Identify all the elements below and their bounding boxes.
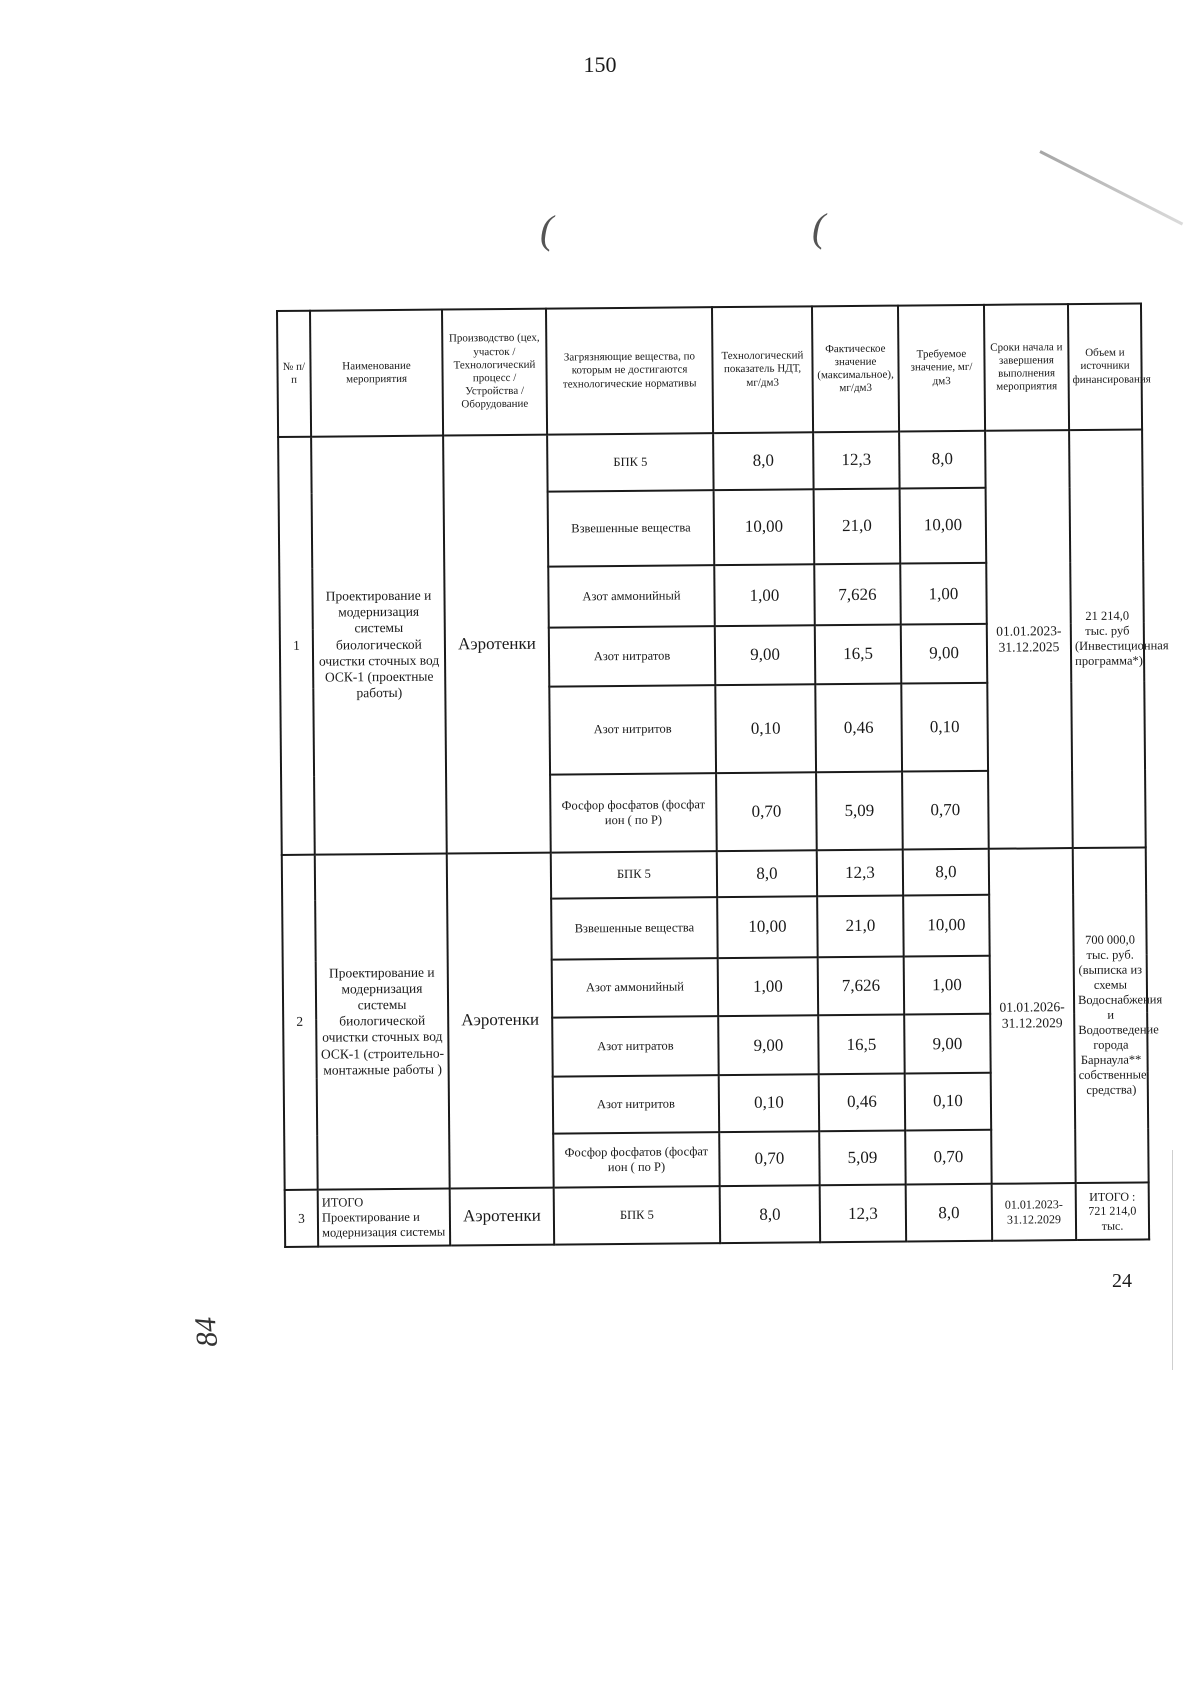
substance-cell: Азот нитритов [549, 685, 716, 775]
substance-cell: Азот аммонийный [548, 565, 715, 627]
ndt-value: 9,00 [718, 1016, 819, 1076]
required-value: 8,0 [906, 1184, 992, 1241]
required-value: 0,10 [901, 683, 988, 772]
substance-cell: Фосфор фосфатов (фосфат ион ( по P) [550, 773, 717, 852]
fact-value: 12,3 [820, 1185, 906, 1242]
substance-cell: Азот нитритов [553, 1075, 719, 1133]
process-cell: Аэротенки [447, 852, 554, 1189]
ndt-value: 0,70 [719, 1131, 819, 1186]
ndt-value: 10,00 [717, 896, 818, 958]
ndt-value: 8,0 [720, 1186, 820, 1244]
header-cell: Объем и источники финансирования [1068, 303, 1142, 430]
substance-cell: БПК 5 [554, 1186, 720, 1244]
required-value: 0,10 [905, 1073, 991, 1130]
substance-cell: Азот нитратов [552, 1016, 719, 1076]
required-value: 8,0 [903, 848, 989, 895]
required-value: 9,00 [904, 1014, 991, 1073]
header-cell: Фактическое значение (максимальное), мг/дм3 [812, 306, 899, 433]
fact-value: 7,626 [818, 956, 905, 1015]
required-value: 0,70 [902, 771, 989, 849]
page-number: 150 [583, 52, 617, 77]
ndt-value: 1,00 [714, 565, 815, 627]
scan-artifact [1039, 150, 1183, 225]
process-cell: Аэротенки [450, 1188, 554, 1246]
fact-value: 16,5 [818, 1015, 905, 1074]
substance-cell: БПК 5 [551, 851, 717, 899]
funding-cell: ИТОГО : 721 214,0 тыс. [1076, 1183, 1149, 1240]
dates-cell: 01.01.2023-31.12.2025 [985, 430, 1073, 848]
scan-artifact [1172, 1150, 1173, 1370]
measure-name: ИТОГО Проектирование и модернизация системы [318, 1189, 450, 1247]
fact-value: 21,0 [817, 895, 904, 957]
table-row [278, 429, 1142, 493]
required-value: 10,00 [900, 487, 987, 563]
substance-cell: БПК 5 [547, 433, 713, 491]
substance-cell: Взвешенные вещества [548, 490, 715, 567]
ndt-value: 0,10 [719, 1074, 819, 1132]
row-number: 1 [278, 437, 315, 855]
substance-cell: Фосфор фосфатов (фосфат ион ( по P) [553, 1132, 719, 1188]
header-cell: Загрязняющие вещества, по которым не достигаются технологические нормативы [546, 307, 713, 434]
funding-cell: 21 214,0 тыс. руб (Инвестиционная программа*) [1069, 429, 1146, 847]
substance-cell: Азот нитратов [549, 626, 716, 686]
header-cell: Сроки начала и завершения выполнения мероприятия [984, 304, 1069, 431]
required-value: 1,00 [900, 563, 987, 625]
required-value: 8,0 [899, 431, 985, 488]
handwritten-note: 84 [188, 1315, 225, 1349]
required-value: 1,00 [904, 955, 991, 1014]
fact-value: 21,0 [814, 488, 901, 564]
total-row [285, 1183, 1149, 1247]
ndt-value: 0,10 [715, 684, 816, 773]
measure-name: Проектирование и модернизация системы биологической очистки сточных вод ОСК-1 (проектные работы) [311, 436, 447, 855]
table-header-row [277, 303, 1142, 437]
measures-table [276, 302, 1169, 1248]
process-cell: Аэротенки [443, 435, 551, 853]
fact-value: 12,3 [813, 432, 899, 489]
funding-cell: 700 000,0 тыс. руб. (выписка из схемы Водоснабжения и Водоотведение города Барнаула** собственные средства) [1073, 847, 1149, 1183]
fact-value: 5,09 [816, 771, 903, 849]
fact-value: 12,3 [817, 849, 903, 896]
scan-mark: ( [540, 207, 554, 252]
header-cell: Производство (цех, участок / Технологический процесс / Устройства /Оборудование [442, 309, 547, 436]
header-cell: № п/п [277, 311, 311, 437]
dates-cell: 01.01.2026-31.12.2029 [989, 848, 1076, 1184]
dates-cell: 01.01.2023-31.12.2029 [992, 1183, 1076, 1240]
header-cell: Наименование мероприятия [310, 310, 443, 437]
row-number: 2 [282, 854, 318, 1190]
fact-value: 5,09 [819, 1130, 905, 1185]
row-number: 3 [285, 1190, 318, 1247]
required-value: 9,00 [901, 624, 988, 683]
fact-value: 0,46 [815, 683, 902, 772]
ndt-value: 10,00 [714, 489, 815, 565]
fact-value: 16,5 [815, 625, 902, 684]
required-value: 10,00 [903, 895, 990, 957]
header-cell: Требуемое значение, мг/дм3 [898, 305, 985, 432]
ndt-value: 8,0 [713, 432, 813, 490]
scan-mark: ( [812, 205, 826, 250]
fact-value: 0,46 [819, 1074, 905, 1131]
header-cell: Технологический показатель НДТ, мг/дм3 [712, 306, 813, 433]
substance-cell: Азот аммонийный [552, 958, 719, 1018]
ndt-value: 1,00 [718, 957, 819, 1017]
footer-page-number: 24 [1112, 1270, 1132, 1292]
table-row [282, 847, 1146, 901]
substance-cell: Взвешенные вещества [551, 897, 718, 959]
fact-value: 7,626 [814, 564, 901, 626]
required-value: 0,70 [905, 1129, 991, 1184]
ndt-value: 9,00 [715, 625, 816, 685]
measure-name: Проектирование и модернизация системы биологической очистки сточных вод ОСК-1 (строительно-монтажные работы ) [315, 853, 450, 1190]
ndt-value: 8,0 [717, 850, 817, 897]
ndt-value: 0,70 [716, 772, 817, 851]
